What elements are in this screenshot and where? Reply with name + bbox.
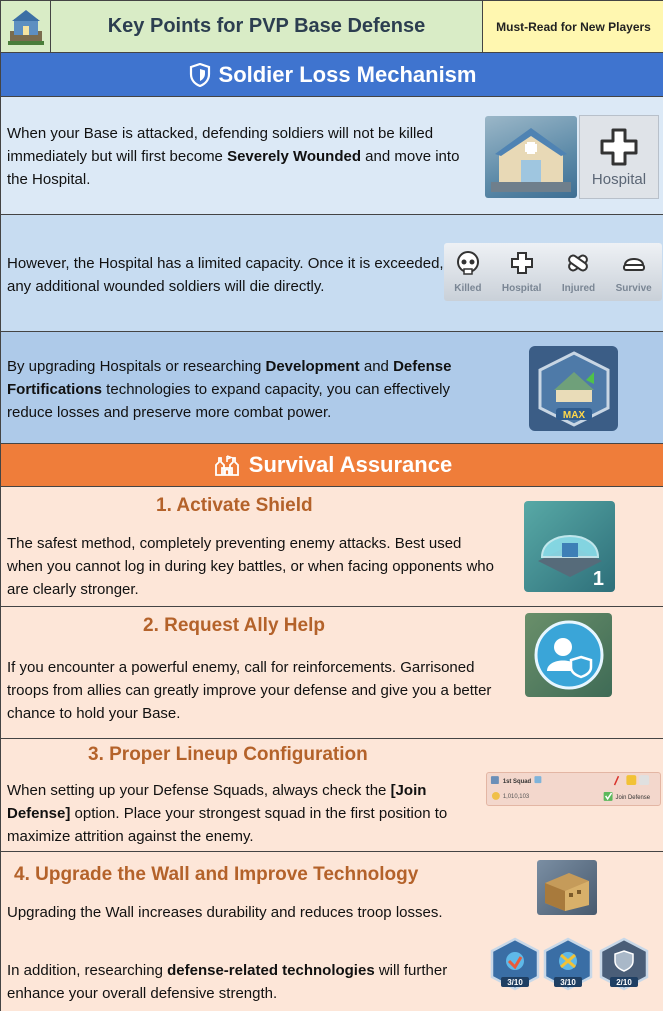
row-text bbox=[7, 959, 482, 1005]
subheading: 3. Proper Lineup Configuration bbox=[88, 744, 368, 765]
row-lineup-config bbox=[1, 739, 663, 852]
tech-badge bbox=[598, 937, 650, 993]
max-upgrade-badge bbox=[529, 346, 618, 431]
row-text: The safest method, completely preventing enemy attacks. Best used when you cannot log in during key battles, or when facing opponents who are clearly stronger. bbox=[7, 535, 494, 598]
row-request-ally-help bbox=[1, 607, 663, 739]
subheading: 1. Activate Shield bbox=[156, 495, 313, 516]
max-label: MAX bbox=[562, 409, 585, 421]
tech-badge bbox=[489, 937, 541, 993]
hospital-building-image bbox=[485, 116, 577, 198]
text-bold: defense-related technologies bbox=[167, 962, 375, 979]
squad-lineup-preview bbox=[486, 772, 661, 806]
text-bold: Defense Fortifications bbox=[7, 358, 452, 398]
text-segment: When setting up your Defense Squads, always check the bbox=[7, 782, 391, 799]
ally-help-icon bbox=[525, 613, 612, 697]
text-segment: option. Place your strongest squad in the first position to maximize attrition against the enemy. bbox=[7, 805, 448, 845]
text-bold: [Join Defense] bbox=[7, 782, 427, 822]
text-segment: In addition, researching bbox=[7, 962, 168, 979]
tech-level: 2/10 bbox=[616, 978, 632, 987]
base-building-icon bbox=[1, 1, 51, 52]
subheading: 4. Upgrade the Wall and Improve Technology bbox=[14, 864, 419, 885]
wall-image bbox=[537, 860, 597, 915]
row-text: However, the Hospital has a limited capacity. Once it is exceeded, any additional wounded soldiers will die directly. bbox=[7, 255, 444, 295]
hospital-label: Hospital bbox=[591, 170, 647, 188]
helmet-icon bbox=[621, 251, 647, 280]
audience-tag: Must-Read for New Players bbox=[483, 1, 663, 52]
page-title: Key Points for PVP Base Defense bbox=[51, 1, 483, 52]
castle-icon bbox=[213, 453, 241, 477]
row-severely-wounded bbox=[1, 97, 663, 215]
text-segment: and move into the Hospital. bbox=[7, 148, 460, 188]
bandage-icon bbox=[565, 251, 591, 280]
text-segment: and bbox=[359, 358, 394, 375]
status-injured bbox=[562, 251, 595, 294]
shield-icon bbox=[189, 63, 211, 87]
section-title: Survival Assurance bbox=[248, 452, 453, 477]
row-text bbox=[7, 122, 477, 191]
row-upgrade-wall bbox=[1, 852, 663, 1011]
status-label: Survive bbox=[615, 282, 652, 294]
status-killed bbox=[454, 251, 481, 294]
troop-status-strip bbox=[444, 243, 662, 301]
medical-cross-icon bbox=[510, 251, 534, 280]
join-defense-label: Join Defense bbox=[615, 794, 651, 801]
text-bold: Severely Wounded bbox=[227, 148, 362, 165]
page-header bbox=[1, 1, 663, 53]
tech-badge bbox=[542, 937, 594, 993]
row-hospital-capacity bbox=[1, 215, 663, 332]
section-banner-soldier-loss bbox=[1, 53, 663, 97]
status-label: Injured bbox=[561, 282, 596, 294]
text-bold: Development bbox=[265, 358, 360, 375]
subheading: 2. Request Ally Help bbox=[143, 615, 325, 636]
hospital-card bbox=[579, 115, 659, 199]
text-segment: When your Base is attacked, defending soldiers will not be killed immediately but will first become bbox=[7, 125, 434, 165]
row-activate-shield bbox=[1, 487, 663, 607]
status-hospital bbox=[502, 251, 541, 294]
text-segment: By upgrading Hospitals or researching bbox=[7, 358, 266, 375]
text-segment: will further enhance your overall defensive strength. bbox=[7, 962, 448, 1002]
medical-cross-icon bbox=[599, 127, 639, 167]
tech-level: 3/10 bbox=[560, 978, 576, 987]
tech-level: 3/10 bbox=[507, 978, 523, 987]
section-banner-survival bbox=[1, 444, 663, 487]
row-text bbox=[7, 779, 487, 848]
row-expand-capacity bbox=[1, 332, 663, 444]
text-segment: technologies to expand capacity, you can effectively reduce losses and preserve more combat power. bbox=[7, 381, 451, 421]
squad-label: 1st Squad bbox=[502, 779, 532, 786]
status-label: Hospital bbox=[501, 282, 542, 294]
squad-power: 1,010,103 bbox=[502, 793, 530, 800]
shield-dome-image bbox=[524, 501, 615, 592]
skull-icon bbox=[455, 251, 481, 280]
row-text bbox=[7, 355, 497, 424]
row-text: If you encounter a powerful enemy, call for reinforcements. Garrisoned troops from allies can greatly improve your defense and give you a better chance to hold your Base. bbox=[7, 659, 492, 722]
shield-count: 1 bbox=[592, 567, 604, 589]
status-label: Killed bbox=[454, 282, 482, 294]
row-text: Upgrading the Wall increases durability and reduces troop losses. bbox=[7, 904, 443, 921]
section-title: Soldier Loss Mechanism bbox=[218, 61, 477, 87]
status-survive bbox=[616, 251, 652, 294]
